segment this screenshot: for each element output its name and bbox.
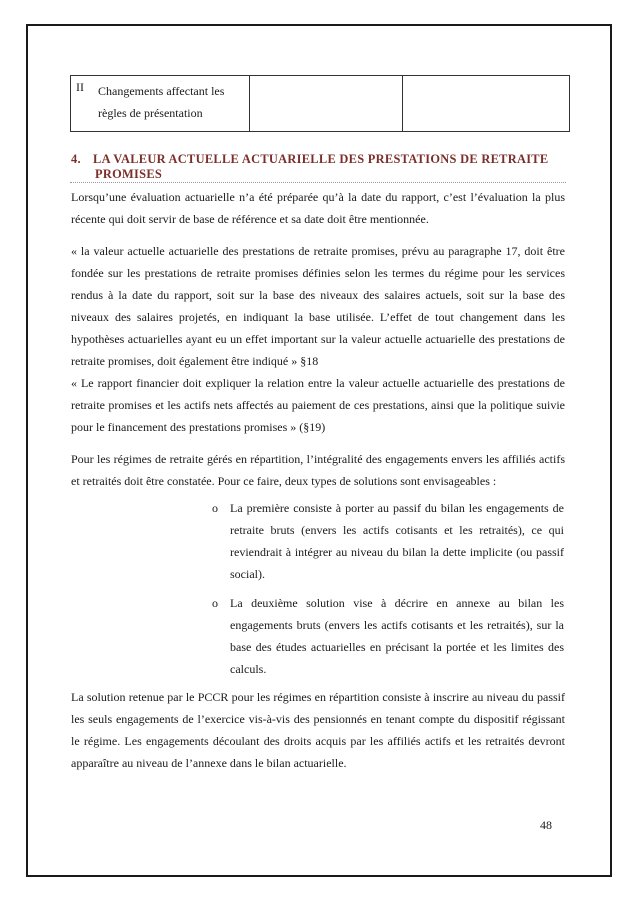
table-row xyxy=(71,76,570,132)
paragraph-conclusion: La solution retenue par le PCCR pour les régimes en répartition consiste à inscrire au niveau du passif les seuls engagements de l’exercice vis-à-vis des pensionnés en tenant compte du dispositif régissant le régime. Les engagements découlant des droits acquis par les affiliés actifs et les retraités devront apparaître au niveau de l’annexe dans le bilan actuarielle. xyxy=(71,690,565,770)
paragraph-1: Lorsqu’une évaluation actuarielle n’a été préparée qu’à la date du rapport, c’est l’évaluation la plus récente qui doit servir de base de référence et sa date doit être mentionnée. xyxy=(71,190,565,226)
paragraph-quote-18: « la valeur actuelle actuarielle des prestations de retraite promises, prévu au paragraphe 17, doit être fondée sur les prestations de retraite promises définies selon les termes du régime pour les services rendus à la date du rapport, soit sur la base des niveaux des salaires actuels, soit sur la base des niveaux des salaires projetés, en indiquant la base utilisée. L’effet de tout changement dans les hypothèses actuarielles ayant eu un effet important sur la valeur actuelle actuarielle des prestations de retraite promises, doit également être indiqué » §18 xyxy=(71,244,565,368)
bullet-marker: o xyxy=(212,596,218,610)
row-label: Changements affectant les règles de présentation xyxy=(98,84,225,120)
section-number: 4. xyxy=(71,152,81,166)
table-cell-empty xyxy=(250,76,403,132)
bullet-item-2: La deuxième solution vise à décrire en annexe au bilan les engagements bruts (envers les actifs cotisants et les retraités), sur la base des études actuarielles en précisant la portée et les limites des calculs. xyxy=(230,596,564,676)
paragraph-quote-19: « Le rapport financier doit expliquer la relation entre la valeur actuelle actuarielle des prestations de retraite promises et les actifs nets affectés au paiement de ces prestations, ainsi que la politique suivie pour le financement des prestations promises » (§19) xyxy=(71,376,565,434)
section-title-line1: LA VALEUR ACTUELLE ACTUARIELLE DES PRESTATIONS DE RETRAITE xyxy=(93,152,549,166)
section-title-line2: PROMISES xyxy=(95,167,163,181)
page-number: 48 xyxy=(540,818,552,832)
bullet-marker: o xyxy=(212,501,218,515)
table-cell-label xyxy=(71,76,250,132)
row-number: II xyxy=(76,80,84,94)
table-cell-empty xyxy=(403,76,570,132)
paragraph-4: Pour les régimes de retraite gérés en répartition, l’intégralité des engagements envers les affiliés actifs et retraités doit être constatée. Pour ce faire, deux types de solutions sont envisageables : xyxy=(71,452,565,488)
section-heading xyxy=(71,152,565,182)
bullet-item-1: La première consiste à porter au passif du bilan les engagements de retraite bruts (envers les actifs cotisants et les retraités), ce qui reviendrait à intégrer au niveau du bilan la dette implicite (ou passif social). xyxy=(230,501,564,581)
heading-underline xyxy=(70,182,566,183)
presentation-table xyxy=(70,75,570,132)
